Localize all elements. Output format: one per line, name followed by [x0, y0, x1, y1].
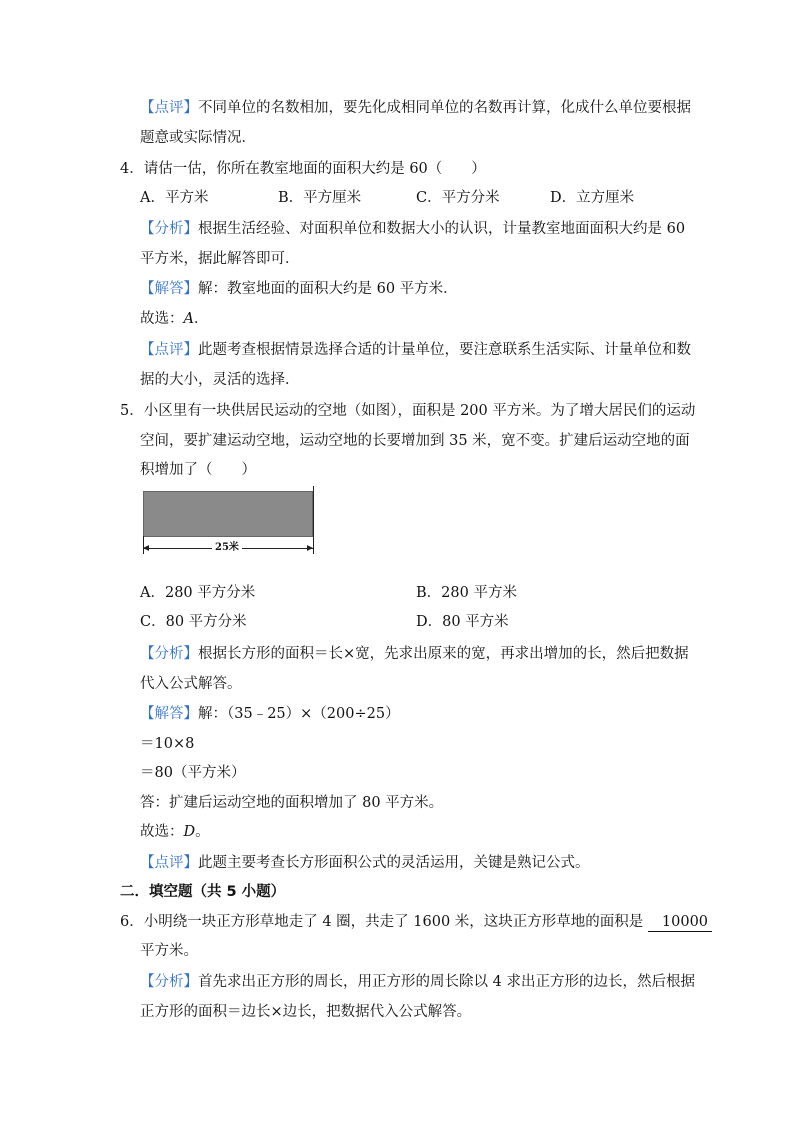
q5-option-a: A．280 平方分米: [140, 585, 256, 601]
prev-comment-line1: 【点评】不同单位的名数相加，要先化成相同单位的名数再计算，化成什么单位要根据: [140, 100, 691, 116]
q4-option-b: B．平方厘米: [278, 190, 362, 206]
q5-choice: 故选：D。: [140, 824, 210, 840]
prev-comment-line2: 题意或实际情况．: [140, 130, 256, 146]
analysis-tag: 【分析】: [140, 974, 198, 990]
field-rectangle: [143, 491, 313, 537]
right-edge-line: [313, 486, 314, 554]
dimension-label: 25米: [212, 540, 242, 556]
q4-comment-line1: 【点评】此题考查根据情景选择合适的计量单位，要注意联系生活实际、计量单位和数: [140, 342, 691, 358]
q4-answer: 【解答】解：教室地面的面积大约是 60 平方米．: [140, 281, 458, 297]
answer-blank: 10000: [648, 913, 712, 932]
analysis-tag: 【分析】: [140, 646, 198, 662]
q4-option-a: A．平方米: [140, 190, 209, 206]
dimension-arrow-left: [143, 545, 149, 551]
q5-analysis-line2: 代入公式解答。: [140, 676, 242, 692]
comment-tag: 【点评】: [140, 855, 198, 871]
q5-option-b: B．280 平方米: [416, 585, 517, 601]
q5-calc-line1: ＝10×8: [140, 736, 195, 752]
q5-stem-line3: 积增加了（ ）: [140, 462, 256, 478]
q4-analysis-line2: 平方米，据此解答即可．: [140, 251, 300, 267]
q5-option-d: D．80 平方米: [416, 614, 509, 630]
q6-stem-line1: 6．小明绕一块正方形草地走了 4 圈，共走了 1600 米，这块正方形草地的面积是 10000: [120, 912, 712, 932]
answer-tag: 【解答】: [140, 281, 198, 297]
q5-answer: 【解答】解：（35﹣25）×（200÷25）: [140, 706, 400, 722]
q5-figure: [140, 486, 320, 558]
q5-option-c: C．80 平方分米: [140, 614, 247, 630]
q4-choice: 故选：A．: [140, 311, 209, 327]
comment-tag: 【点评】: [140, 342, 198, 358]
comment-tag: 【点评】: [140, 100, 198, 116]
answer-tag: 【解答】: [140, 706, 198, 722]
dimension-arrow-right: [307, 545, 313, 551]
q5-stem-line1: 5．小区里有一块供居民运动的空地（如图），面积是 200 平方米。为了增大居民们的运动: [120, 403, 696, 419]
q4-comment-line2: 据的大小，灵活的选择．: [140, 372, 300, 388]
q5-stem-line2: 空间，要扩建运动空地，运动空地的长要增加到 35 米，宽不变。扩建后运动空地的面: [140, 433, 690, 449]
q4-option-c: C．平方分米: [416, 190, 500, 206]
q6-analysis-line2: 正方形的面积＝边长×边长，把数据代入公式解答。: [140, 1004, 472, 1020]
q5-conclusion: 答：扩建后运动空地的面积增加了 80 平方米。: [140, 795, 444, 811]
q4-stem: 4．请估一估，你所在教室地面的面积大约是 60（ ）: [120, 161, 486, 177]
q5-calc-line2: ＝80（平方米）: [140, 765, 246, 781]
q6-analysis-line1: 【分析】首先求出正方形的周长，用正方形的周长除以 4 求出正方形的边长，然后根据: [140, 974, 695, 990]
q6-stem-line2: 平方米。: [140, 943, 198, 959]
section-title: 二．填空题（共 5 小题）: [120, 884, 286, 900]
q4-option-d: D．立方厘米: [550, 190, 635, 206]
q4-analysis-line1: 【分析】根据生活经验、对面积单位和数据大小的认识，计量教室地面面积大约是 60: [140, 221, 686, 237]
analysis-tag: 【分析】: [140, 221, 198, 237]
q5-analysis-line1: 【分析】根据长方形的面积＝长×宽，先求出原来的宽，再求出增加的长，然后把数据: [140, 646, 689, 662]
q5-comment: 【点评】此题主要考查长方形面积公式的灵活运用，关键是熟记公式。: [140, 855, 590, 871]
